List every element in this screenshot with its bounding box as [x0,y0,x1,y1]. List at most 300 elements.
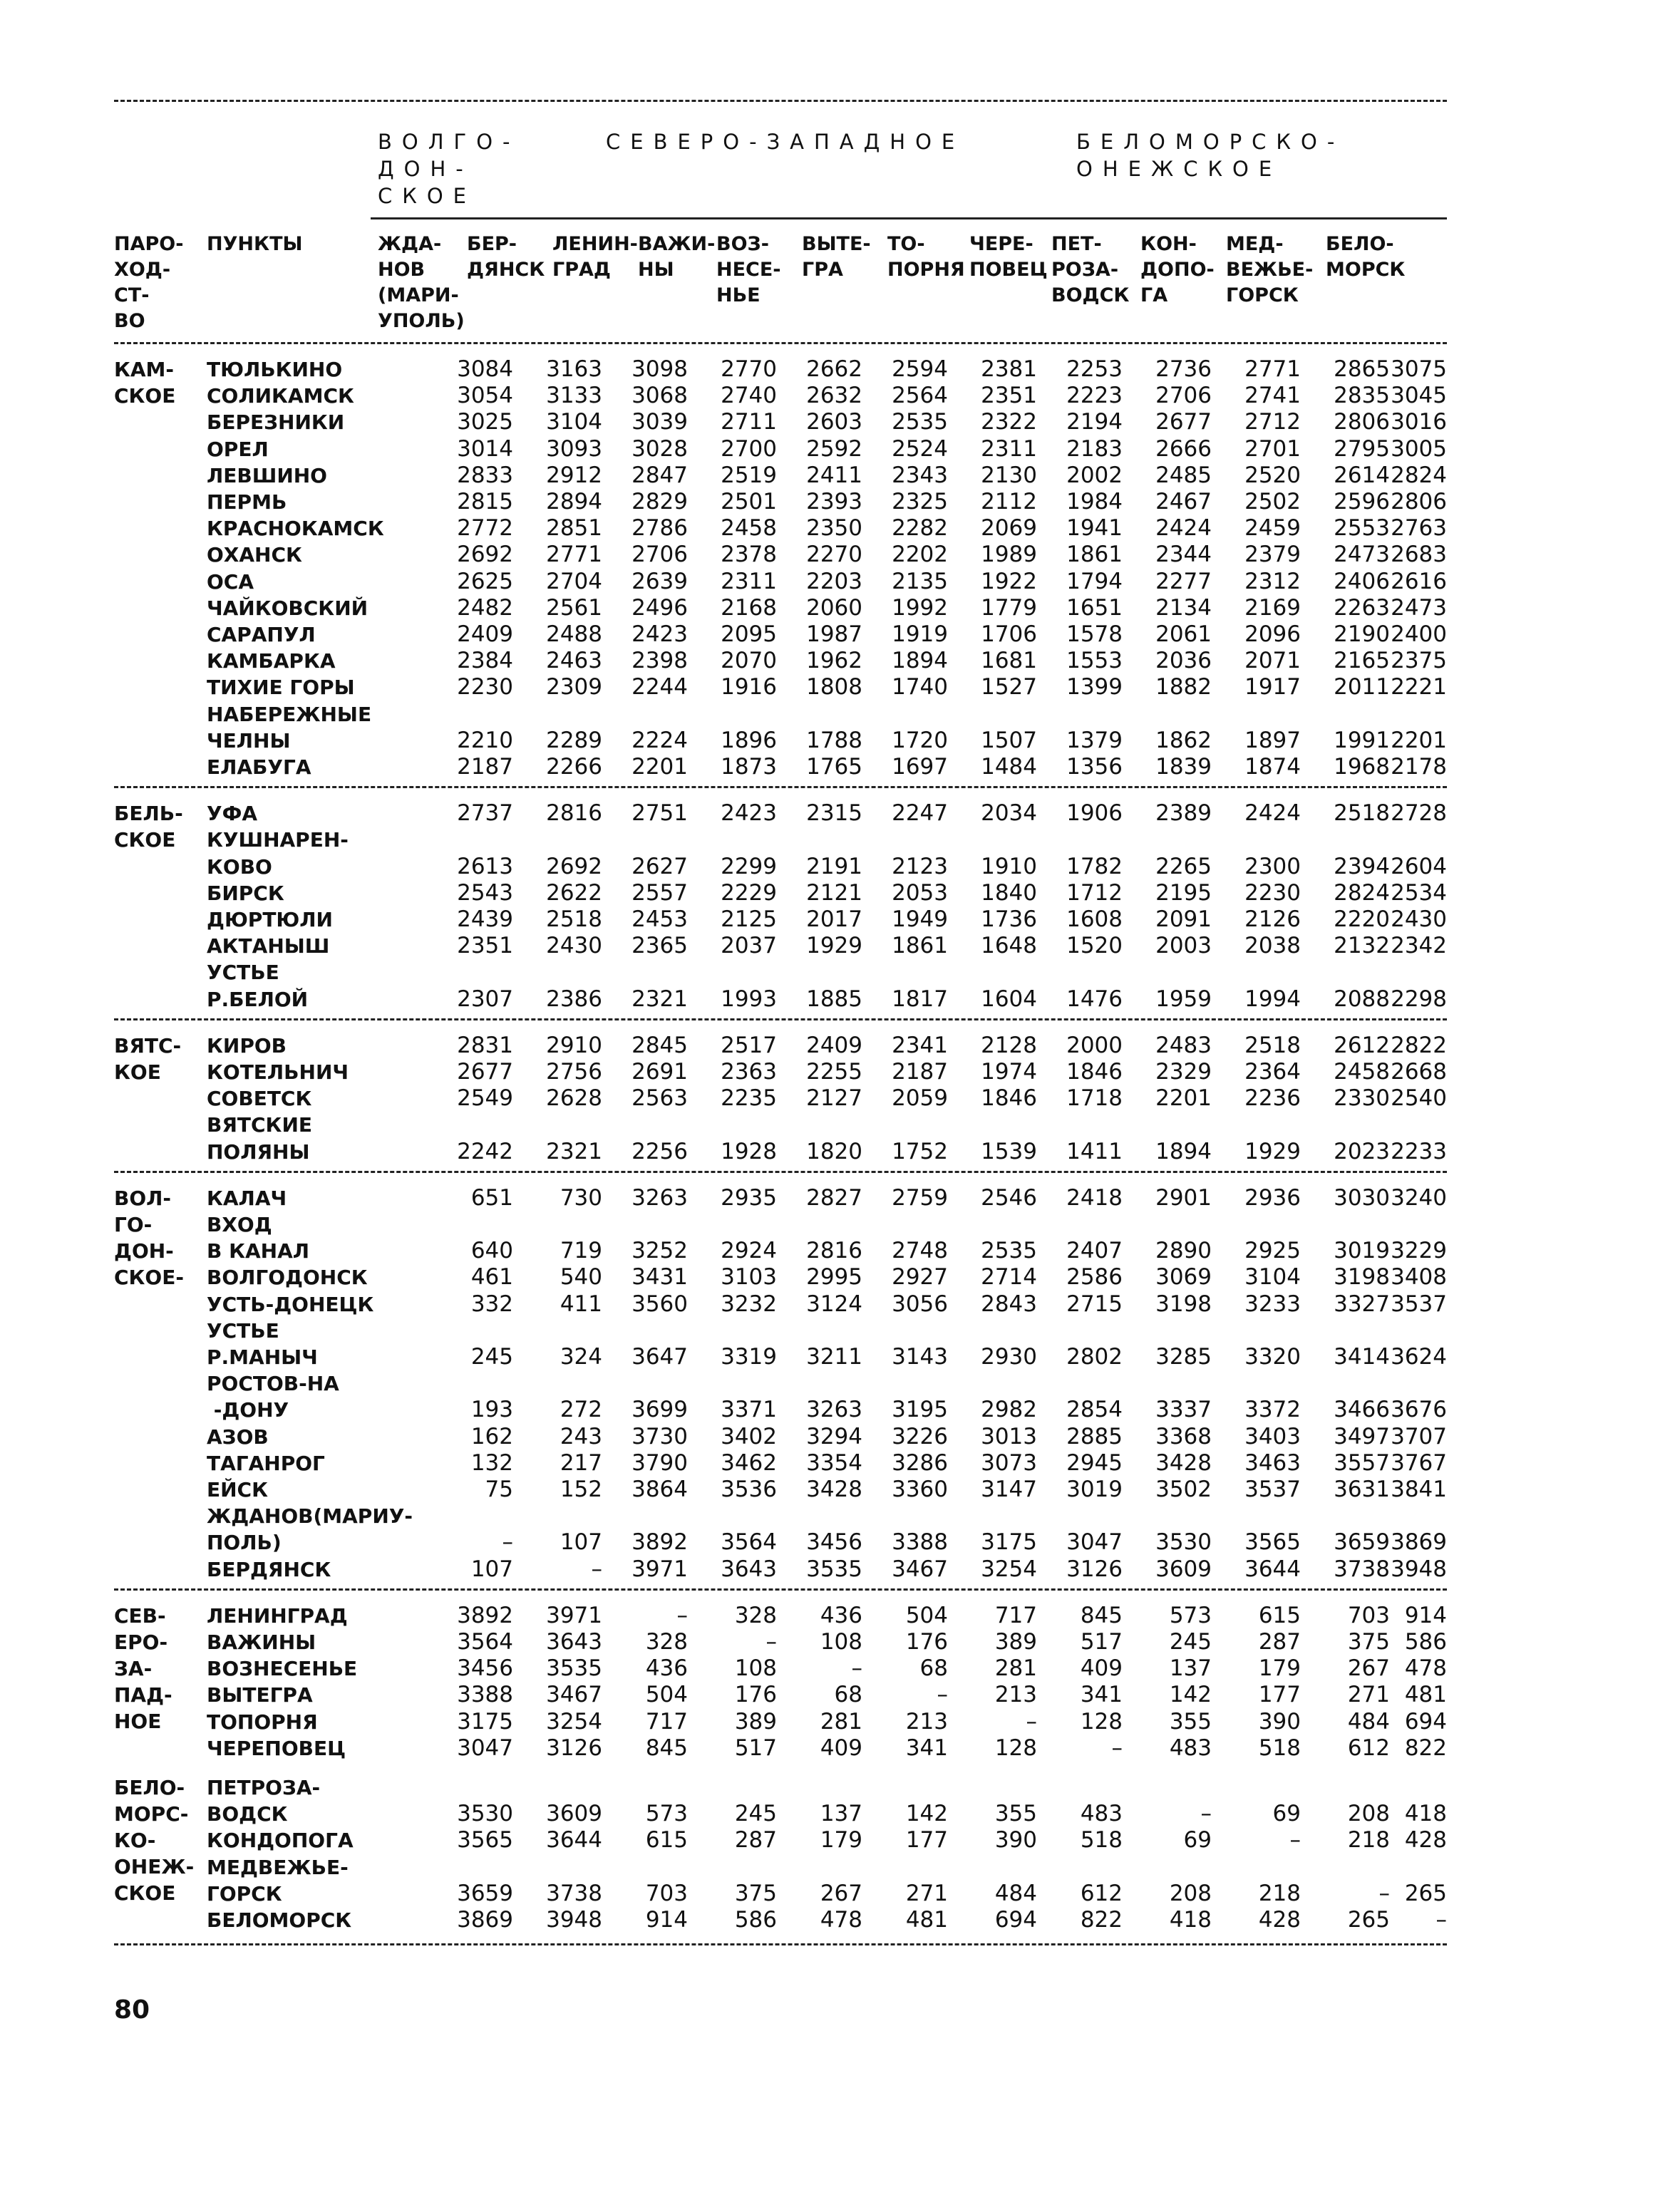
distance-cell: 3252 [632,1238,688,1264]
distance-cell: 3502 [1155,1477,1212,1502]
distance-cell: 2518 [1244,1032,1301,1058]
point-name: ВЫТЕГРА [207,1683,313,1707]
distance-cell: 2344 [1155,542,1212,568]
distance-cell: 845 [645,1735,688,1761]
distance-cell: 3971 [546,1602,602,1628]
distance-cell: 2467 [1155,489,1212,515]
distance-cell: 243 [560,1423,602,1449]
distance-cell: 287 [734,1827,777,1854]
column-header: ПЕТ- РОЗА- ВОДСК [1051,233,1130,306]
distance-cell: 2123 [892,853,948,879]
distance-cell: 2037 [721,933,777,959]
point-name: КОВО [207,854,272,879]
distance-cell: 3428 [1155,1449,1212,1476]
distance-cell: 245 [734,1801,777,1827]
distance-cell: 2824 [1391,462,1447,488]
distance-cell: 612 [1080,1880,1123,1906]
distance-cell: 2666 [1155,435,1212,462]
column-header: КОН- ДОПО- ГА [1140,233,1215,306]
distance-cell: 1539 [981,1138,1037,1164]
column-header: БЕЛО- МОРСК [1326,233,1406,281]
distance-cell: 2053 [892,879,948,906]
distance-cell: 208 [1347,1801,1390,1827]
distance-cell: 3013 [981,1423,1037,1449]
distance-cell: 1379 [1066,727,1123,753]
distance-cell: 2712 [1244,409,1301,435]
distance-cell: 3368 [1155,1423,1212,1449]
distance-cell: 281 [820,1708,862,1735]
distance-cell: 107 [470,1556,513,1582]
distance-cell: 418 [1169,1907,1212,1933]
distance-cell: 2831 [457,1032,513,1058]
distance-cell: 2925 [1244,1238,1301,1264]
distance-cell: 2488 [546,621,602,647]
distance-cell: 1794 [1066,568,1123,594]
distance-cell: 2485 [1155,462,1212,488]
distance-cell: 1917 [1244,674,1301,701]
distance-cell: 2604 [1391,853,1447,879]
distance-cell: 3557 [1334,1449,1390,1476]
distance-cell: 1840 [981,879,1037,906]
distance-cell: 1929 [806,933,862,959]
distance-cell: 2201 [632,754,688,780]
distance-cell: 1962 [806,648,862,674]
company-label: КАМ- СКОЕ [114,358,176,408]
company-label: ВЯТС- КОЕ [114,1033,182,1084]
distance-cell: 2036 [1155,648,1212,674]
distance-cell: 540 [560,1264,602,1291]
distance-cell: 2639 [632,568,688,594]
distance-cell: 1874 [1244,754,1301,780]
distance-cell: 2715 [1066,1291,1123,1317]
distance-cell: 3530 [1155,1529,1212,1556]
distance-cell: 2229 [721,879,777,906]
distance-cell: 2375 [1391,648,1447,674]
distance-cell: 2677 [1155,409,1212,435]
point-name: ТЮЛЬКИНО [207,358,343,381]
distance-cell: 3045 [1391,383,1447,409]
point-name: ПОЛЬ) [207,1531,282,1555]
distance-cell: 3497 [1334,1423,1390,1449]
distance-cell: 1910 [981,853,1037,879]
distance-cell: 328 [645,1629,688,1655]
distance-cell: 2430 [546,933,602,959]
distance-cell: 3463 [1244,1449,1301,1476]
distance-cell: 586 [734,1907,777,1933]
distance-cell: 3039 [632,409,688,435]
distance-cell: 3195 [892,1397,948,1423]
distance-cell: 1922 [981,568,1037,594]
distance-cell: 2806 [1391,489,1447,515]
distance-cell: 2253 [1066,356,1123,382]
distance-cell: 1578 [1066,621,1123,647]
distance-cell: 2381 [981,356,1037,382]
distance-cell: 1994 [1244,986,1301,1012]
section-divider [114,1018,1447,1020]
distance-cell: 2692 [457,542,513,568]
distance-cell: – [502,1529,513,1556]
distance-cell: 703 [1347,1602,1390,1628]
distance-cell: 2169 [1244,594,1301,621]
distance-cell: 2168 [721,594,777,621]
distance-cell: 1928 [721,1138,777,1164]
point-name: УСТЬЕ [207,961,279,985]
distance-cell: 3019 [1066,1477,1123,1502]
distance-cell: 267 [1347,1655,1390,1682]
distance-cell: 2453 [632,906,688,932]
distance-cell: 2627 [632,853,688,879]
distance-cell: 2365 [632,933,688,959]
distance-cell: 3864 [632,1477,688,1502]
distance-cell: 2017 [806,906,862,932]
distance-cell: 3354 [806,1449,862,1476]
distance-cell: 2677 [457,1059,513,1085]
point-name: ТОПОРНЯ [207,1710,318,1734]
distance-cell: 341 [905,1735,948,1761]
distance-cell: 389 [994,1629,1037,1655]
distance-cell: 3643 [546,1629,602,1655]
distance-cell: – [1289,1827,1301,1854]
distance-cell: 2603 [806,409,862,435]
bottom-divider [114,1943,1447,1945]
distance-cell: 1411 [1066,1138,1123,1164]
distance-cell: 845 [1080,1602,1123,1628]
point-name: ТАГАНРОГ [207,1451,325,1475]
distance-cell: 2614 [1334,462,1390,488]
distance-cell: 2519 [721,462,777,488]
point-name: Р.БЕЛОЙ [207,987,309,1011]
distance-cell: 2351 [457,933,513,959]
distance-cell: 2384 [457,648,513,674]
distance-cell: 504 [645,1682,688,1708]
distance-cell: 390 [1258,1708,1301,1735]
distance-cell: 517 [734,1735,777,1761]
distance-cell: 3104 [546,409,602,435]
distance-cell: 2183 [1066,435,1123,462]
distance-cell: 3226 [892,1423,948,1449]
distance-cell: 2930 [981,1344,1037,1370]
point-name: ВОДСК [207,1802,288,1826]
distance-cell: 1987 [806,621,862,647]
distance-cell: 3530 [457,1801,513,1827]
point-name: ЧЕРЕПОВЕЦ [207,1736,346,1760]
distance-cell: 2912 [546,462,602,488]
distance-cell: 218 [1258,1880,1301,1906]
distance-cell: 2517 [721,1032,777,1058]
distance-cell: 1651 [1066,594,1123,621]
distance-cell: 1706 [981,621,1037,647]
distance-cell: 3019 [1334,1238,1390,1264]
distance-cell: 2430 [1391,906,1447,932]
distance-cell: 3047 [457,1735,513,1761]
distance-cell: 3535 [806,1556,862,1582]
distance-cell: 2483 [1155,1032,1212,1058]
distance-cell: 355 [994,1801,1037,1827]
distance-cell: 3565 [457,1827,513,1854]
distance-cell: 2247 [892,800,948,827]
distance-cell: 914 [1404,1602,1447,1628]
distance-cell: 137 [820,1801,862,1827]
distance-cell: 1740 [892,674,948,701]
distance-cell: 208 [1169,1880,1212,1906]
distance-cell: 2540 [1391,1085,1447,1112]
point-name: УСТЬЕ [207,1318,279,1343]
distance-cell: 1989 [981,542,1037,568]
distance-cell: 1604 [981,986,1037,1012]
distance-cell: 1894 [892,648,948,674]
distance-cell: 2244 [632,674,688,701]
distance-cell: 2714 [981,1264,1037,1291]
distance-cell: 2563 [632,1085,688,1112]
distance-cell: 245 [470,1344,513,1370]
distance-cell: 128 [1080,1708,1123,1735]
distance-cell: 108 [820,1629,862,1655]
point-name: ЧАЙКОВСКИЙ [207,596,368,620]
distance-cell: 3402 [721,1423,777,1449]
distance-cell: 3676 [1391,1397,1447,1423]
distance-cell: 1720 [892,727,948,753]
distance-cell: 2936 [1244,1184,1301,1211]
distance-cell: 703 [645,1880,688,1906]
distance-cell: 1991 [1334,727,1390,753]
company-label: БЕЛО- МОРС- КО- ОНЕЖ- СКОЕ [114,1776,195,1905]
point-name: КОНДОПОГА [207,1829,354,1853]
distance-cell: 142 [1169,1682,1212,1708]
distance-cell: 2315 [806,800,862,827]
distance-cell: 2126 [1244,906,1301,932]
distance-cell: 481 [1404,1682,1447,1708]
distance-cell: 3084 [457,356,513,382]
company-label: ВОЛ- ГО- ДОН- СКОЕ- [114,1186,184,1289]
distance-cell: 2386 [546,986,602,1012]
distance-cell: 1608 [1066,906,1123,932]
distance-cell: 3163 [546,356,602,382]
distance-cell: 2112 [981,489,1037,515]
distance-cell: 213 [994,1682,1037,1708]
distance-cell: – [676,1602,688,1628]
distance-cell: 2501 [721,489,777,515]
distance-cell: 3738 [1334,1556,1390,1582]
distance-cell: 418 [1404,1801,1447,1827]
distance-cell: 2322 [981,409,1037,435]
distance-cell: 1736 [981,906,1037,932]
distance-cell: 3240 [1391,1184,1447,1211]
distance-cell: 3175 [457,1708,513,1735]
distance-cell: 389 [734,1708,777,1735]
distance-cell: 2616 [1391,568,1447,594]
distance-cell: 409 [1080,1655,1123,1682]
distance-cell: – [851,1655,862,1682]
group-header: СЕВЕРО-ЗАПАДНОЕ [606,130,965,154]
distance-cell: 1897 [1244,727,1301,753]
distance-cell: 281 [994,1655,1037,1682]
distance-cell: 2299 [721,853,777,879]
distance-cell: 213 [905,1708,948,1735]
distance-cell: 2737 [457,800,513,827]
section-divider [114,1171,1447,1173]
distance-cell: 2691 [632,1059,688,1085]
distance-cell: 2201 [1155,1085,1212,1112]
distance-cell: 177 [905,1827,948,1854]
distance-cell: – [1435,1907,1447,1933]
distance-cell: 2409 [806,1032,862,1058]
distance-cell: 375 [734,1880,777,1906]
distance-cell: 478 [1404,1655,1447,1682]
distance-cell: 3388 [457,1682,513,1708]
distance-cell: 132 [470,1449,513,1476]
distance-cell: 265 [1347,1907,1390,1933]
distance-cell: 2263 [1334,594,1390,621]
distance-cell: 2343 [892,462,948,488]
distance-cell: 2341 [892,1032,948,1058]
distance-cell: 3126 [546,1735,602,1761]
distance-cell: 355 [1169,1708,1212,1735]
distance-cell: 2424 [1155,515,1212,542]
distance-cell: 2095 [721,621,777,647]
distance-cell: 411 [560,1291,602,1317]
distance-cell: 1929 [1244,1138,1301,1164]
distance-cell: 2706 [632,542,688,568]
distance-cell: 218 [1347,1827,1390,1854]
distance-cell: 3644 [1244,1556,1301,1582]
distance-cell: 3327 [1334,1291,1390,1317]
distance-cell: 428 [1404,1827,1447,1854]
column-header: ЧЕРЕ- ПОВЕЦ [969,233,1048,281]
distance-cell: 1949 [892,906,948,932]
distance-cell: 3294 [806,1423,862,1449]
distance-cell: 2342 [1391,933,1447,959]
distance-cell: 287 [1258,1629,1301,1655]
distance-cell: 3263 [632,1184,688,1211]
section-divider [114,786,1447,788]
distance-cell: 3388 [892,1529,948,1556]
distance-cell: 3069 [1155,1264,1212,1291]
distance-cell: 3892 [632,1529,688,1556]
distance-cell: 390 [994,1827,1037,1854]
distance-cell: 2613 [457,853,513,879]
distance-cell: 68 [919,1655,948,1682]
distance-cell: 162 [470,1423,513,1449]
distance-cell: 461 [470,1264,513,1291]
distance-cell: 3971 [632,1556,688,1582]
distance-cell: 2424 [1244,800,1301,827]
header-points: ПУНКТЫ [207,233,303,255]
distance-cell: 2220 [1334,906,1390,932]
distance-cell: 518 [1080,1827,1123,1854]
distance-cell: 2070 [721,648,777,674]
distance-cell: 2351 [981,383,1037,409]
distance-cell: 1906 [1066,800,1123,827]
distance-cell: 615 [1258,1602,1301,1628]
company-label: СЕВ- ЕРО- ЗА- ПАД- НОЕ [114,1603,172,1733]
distance-cell: 2463 [546,648,602,674]
distance-cell: 2202 [892,542,948,568]
distance-cell: 3320 [1244,1344,1301,1370]
distance-cell: 3560 [632,1291,688,1317]
distance-cell: 1882 [1155,674,1212,701]
group-header: БЕЛОМОРСКО- ОНЕЖСКОЕ [1076,130,1345,181]
distance-cell: 822 [1404,1735,1447,1761]
distance-cell: 3198 [1334,1264,1390,1291]
distance-cell: 730 [560,1184,602,1211]
distance-cell: 2924 [721,1238,777,1264]
point-name: КОТЕЛЬНИЧ [207,1060,349,1084]
distance-cell: 3869 [457,1907,513,1933]
distance-cell: 2201 [1391,727,1447,753]
distance-cell: 1356 [1066,754,1123,780]
distance-cell: 332 [470,1291,513,1317]
distance-cell: 2282 [892,515,948,542]
distance-cell: 3790 [632,1449,688,1476]
distance-cell: 484 [994,1880,1037,1906]
distance-cell: 176 [905,1629,948,1655]
distance-cell: – [1200,1801,1212,1827]
distance-cell: 3360 [892,1477,948,1502]
distance-cell: 1648 [981,933,1037,959]
group-underline [371,217,1447,219]
distance-cell: 2256 [632,1138,688,1164]
distance-cell: 2865 [1334,356,1390,382]
distance-cell: 2518 [546,906,602,932]
point-name: БИРСК [207,881,284,905]
distance-cell: 3232 [721,1291,777,1317]
distance-cell: 1916 [721,674,777,701]
distance-cell: 2740 [721,383,777,409]
point-name: УФА [207,802,258,826]
distance-cell: 2822 [1391,1032,1447,1058]
point-name: В КАНАЛ [207,1239,310,1263]
distance-cell: 1992 [892,594,948,621]
distance-cell: – [591,1556,602,1582]
distance-cell: 2309 [546,674,602,701]
distance-cell: – [1111,1735,1123,1761]
distance-cell: 2266 [546,754,602,780]
distance-cell: 2350 [806,515,862,542]
distance-cell: 1697 [892,754,948,780]
distance-cell: 2935 [721,1184,777,1211]
distance-cell: 1712 [1066,879,1123,906]
distance-cell: 2321 [546,1138,602,1164]
distance-cell: 2411 [806,462,862,488]
column-header: ВАЖИ- НЫ [638,233,716,281]
point-name: ПЕТРОЗА- [207,1776,321,1799]
distance-cell: 1765 [806,754,862,780]
distance-cell: 3624 [1391,1344,1447,1370]
point-name: ВХОД [207,1213,272,1236]
distance-cell: 152 [560,1477,602,1502]
distance-cell: 1861 [1066,542,1123,568]
distance-cell: 3564 [721,1529,777,1556]
distance-cell: 2728 [1391,800,1447,827]
distance-cell: 3536 [721,1477,777,1502]
distance-cell: 2945 [1066,1449,1123,1476]
distance-cell: 2221 [1391,674,1447,701]
distance-cell: 2230 [1244,879,1301,906]
distance-cell: 2061 [1155,621,1212,647]
distance-cell: 3699 [632,1397,688,1423]
distance-cell: 2265 [1155,853,1212,879]
point-name: ВЯТСКИЕ [207,1113,312,1137]
distance-cell: 2394 [1334,853,1390,879]
distance-cell: 3104 [1244,1264,1301,1291]
distance-cell: 3093 [546,435,602,462]
distance-cell: 2706 [1155,383,1212,409]
distance-cell: 2770 [721,356,777,382]
distance-cell: 694 [1404,1708,1447,1735]
distance-cell: 68 [834,1682,862,1708]
point-name: ЖДАНОВ(МАРИУ- [207,1504,413,1529]
distance-cell: 2088 [1334,986,1390,1012]
